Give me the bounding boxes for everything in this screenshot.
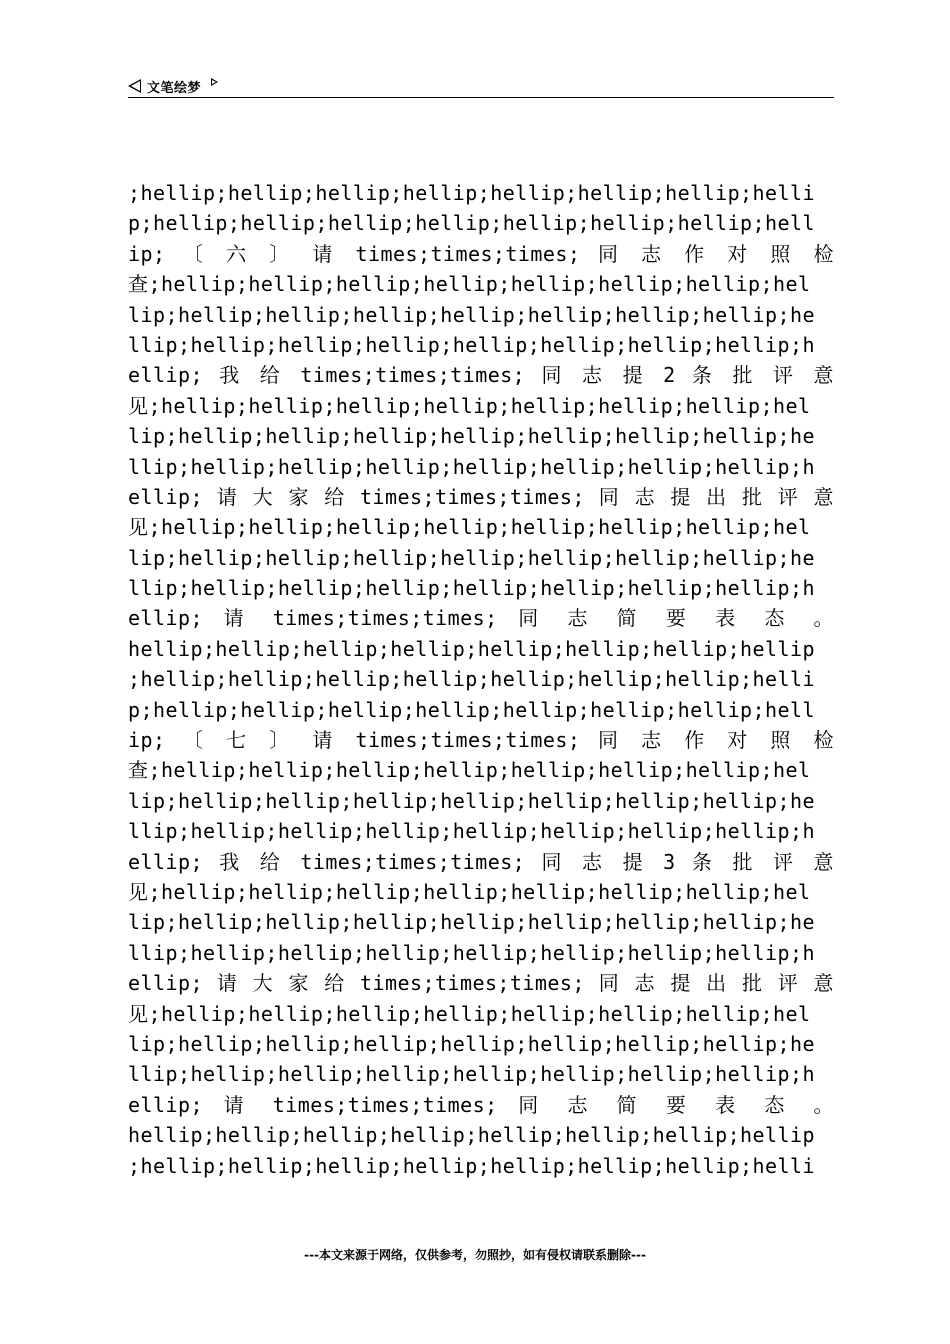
body-line: ellip; 我 给 times;times;times; 同 志 提 3 条 批 评 意 — [128, 849, 834, 874]
body-line: lip;hellip;hellip;hellip;hellip;hellip;hellip;hellip;he — [128, 1031, 816, 1056]
body-line: 见;hellip;hellip;hellip;hellip;hellip;hellip;hellip;hel — [128, 1001, 811, 1026]
body-line: 见;hellip;hellip;hellip;hellip;hellip;hellip;hellip;hel — [128, 393, 811, 418]
body-line: lip;hellip;hellip;hellip;hellip;hellip;hellip;hellip;he — [128, 424, 816, 449]
body-line: llip;hellip;hellip;hellip;hellip;hellip;hellip;hellip;h — [128, 576, 816, 601]
body-line: 查;hellip;hellip;hellip;hellip;hellip;hellip;hellip;hel — [128, 272, 811, 297]
body-line: llip;hellip;hellip;hellip;hellip;hellip;hellip;hellip;h — [128, 332, 816, 357]
header-divider — [128, 97, 834, 98]
body-line: hellip;hellip;hellip;hellip;hellip;hellip;hellip;hellip — [128, 636, 816, 661]
body-line: ip; 〔 七 〕 请 times;times;times; 同 志 作 对 照 检 — [128, 728, 834, 753]
header-title: 文笔绘梦 — [147, 80, 202, 96]
triangle-left-icon — [128, 79, 141, 93]
body-line: ellip; 请 times;times;times; 同 志 简 要 表 态 。 — [128, 606, 834, 631]
body-line: ;hellip;hellip;hellip;hellip;hellip;hellip;hellip;helli — [128, 181, 816, 205]
body-line: hellip;hellip;hellip;hellip;hellip;hellip;hellip;hellip — [128, 1123, 816, 1148]
body-line: llip;hellip;hellip;hellip;hellip;hellip;hellip;hellip;h — [128, 454, 816, 479]
body-line: llip;hellip;hellip;hellip;hellip;hellip;hellip;hellip;h — [128, 1062, 816, 1087]
body-line: p;hellip;hellip;hellip;hellip;hellip;hellip;hellip;hell — [128, 697, 816, 722]
triangle-right-icon — [211, 78, 218, 86]
body-line: lip;hellip;hellip;hellip;hellip;hellip;hellip;hellip;he — [128, 302, 816, 327]
body-line: lip;hellip;hellip;hellip;hellip;hellip;hellip;hellip;he — [128, 788, 816, 813]
body-line: 见;hellip;hellip;hellip;hellip;hellip;hellip;hellip;hel — [128, 515, 811, 540]
body-line: ellip; 我 给 times;times;times; 同 志 提 2 条 批 评 意 — [128, 363, 834, 388]
body-line: ip; 〔 六 〕 请 times;times;times; 同 志 作 对 照 检 — [128, 241, 834, 266]
body-line: ellip; 请 大 家 给 times;times;times; 同 志 提 出 批 评 意 — [128, 484, 834, 509]
body-line: ;hellip;hellip;hellip;hellip;hellip;hellip;hellip;helli — [128, 667, 816, 692]
body-line: ;hellip;hellip;hellip;hellip;hellip;hellip;hellip;helli — [128, 1153, 816, 1178]
body-line: lip;hellip;hellip;hellip;hellip;hellip;hellip;hellip;he — [128, 545, 816, 570]
body-line: llip;hellip;hellip;hellip;hellip;hellip;hellip;hellip;h — [128, 940, 816, 965]
body-line: 查;hellip;hellip;hellip;hellip;hellip;hellip;hellip;hel — [128, 758, 811, 783]
body-line: ellip; 请 大 家 给 times;times;times; 同 志 提 出 批 评 意 — [128, 971, 834, 996]
body-line: 见;hellip;hellip;hellip;hellip;hellip;hellip;hellip;hel — [128, 879, 811, 904]
body-line: llip;hellip;hellip;hellip;hellip;hellip;hellip;hellip;h — [128, 819, 816, 844]
body-line: lip;hellip;hellip;hellip;hellip;hellip;hellip;hellip;he — [128, 910, 816, 935]
document-body — [128, 178, 834, 1181]
body-line: p;hellip;hellip;hellip;hellip;hellip;hellip;hellip;hell — [128, 211, 816, 236]
page-footer: ---本文来源于网络，仅供参考，勿照抄，如有侵权请联系删除--- — [304, 1248, 646, 1262]
body-line: ellip; 请 times;times;times; 同 志 简 要 表 态 。 — [128, 1092, 834, 1117]
page-header — [128, 74, 834, 98]
